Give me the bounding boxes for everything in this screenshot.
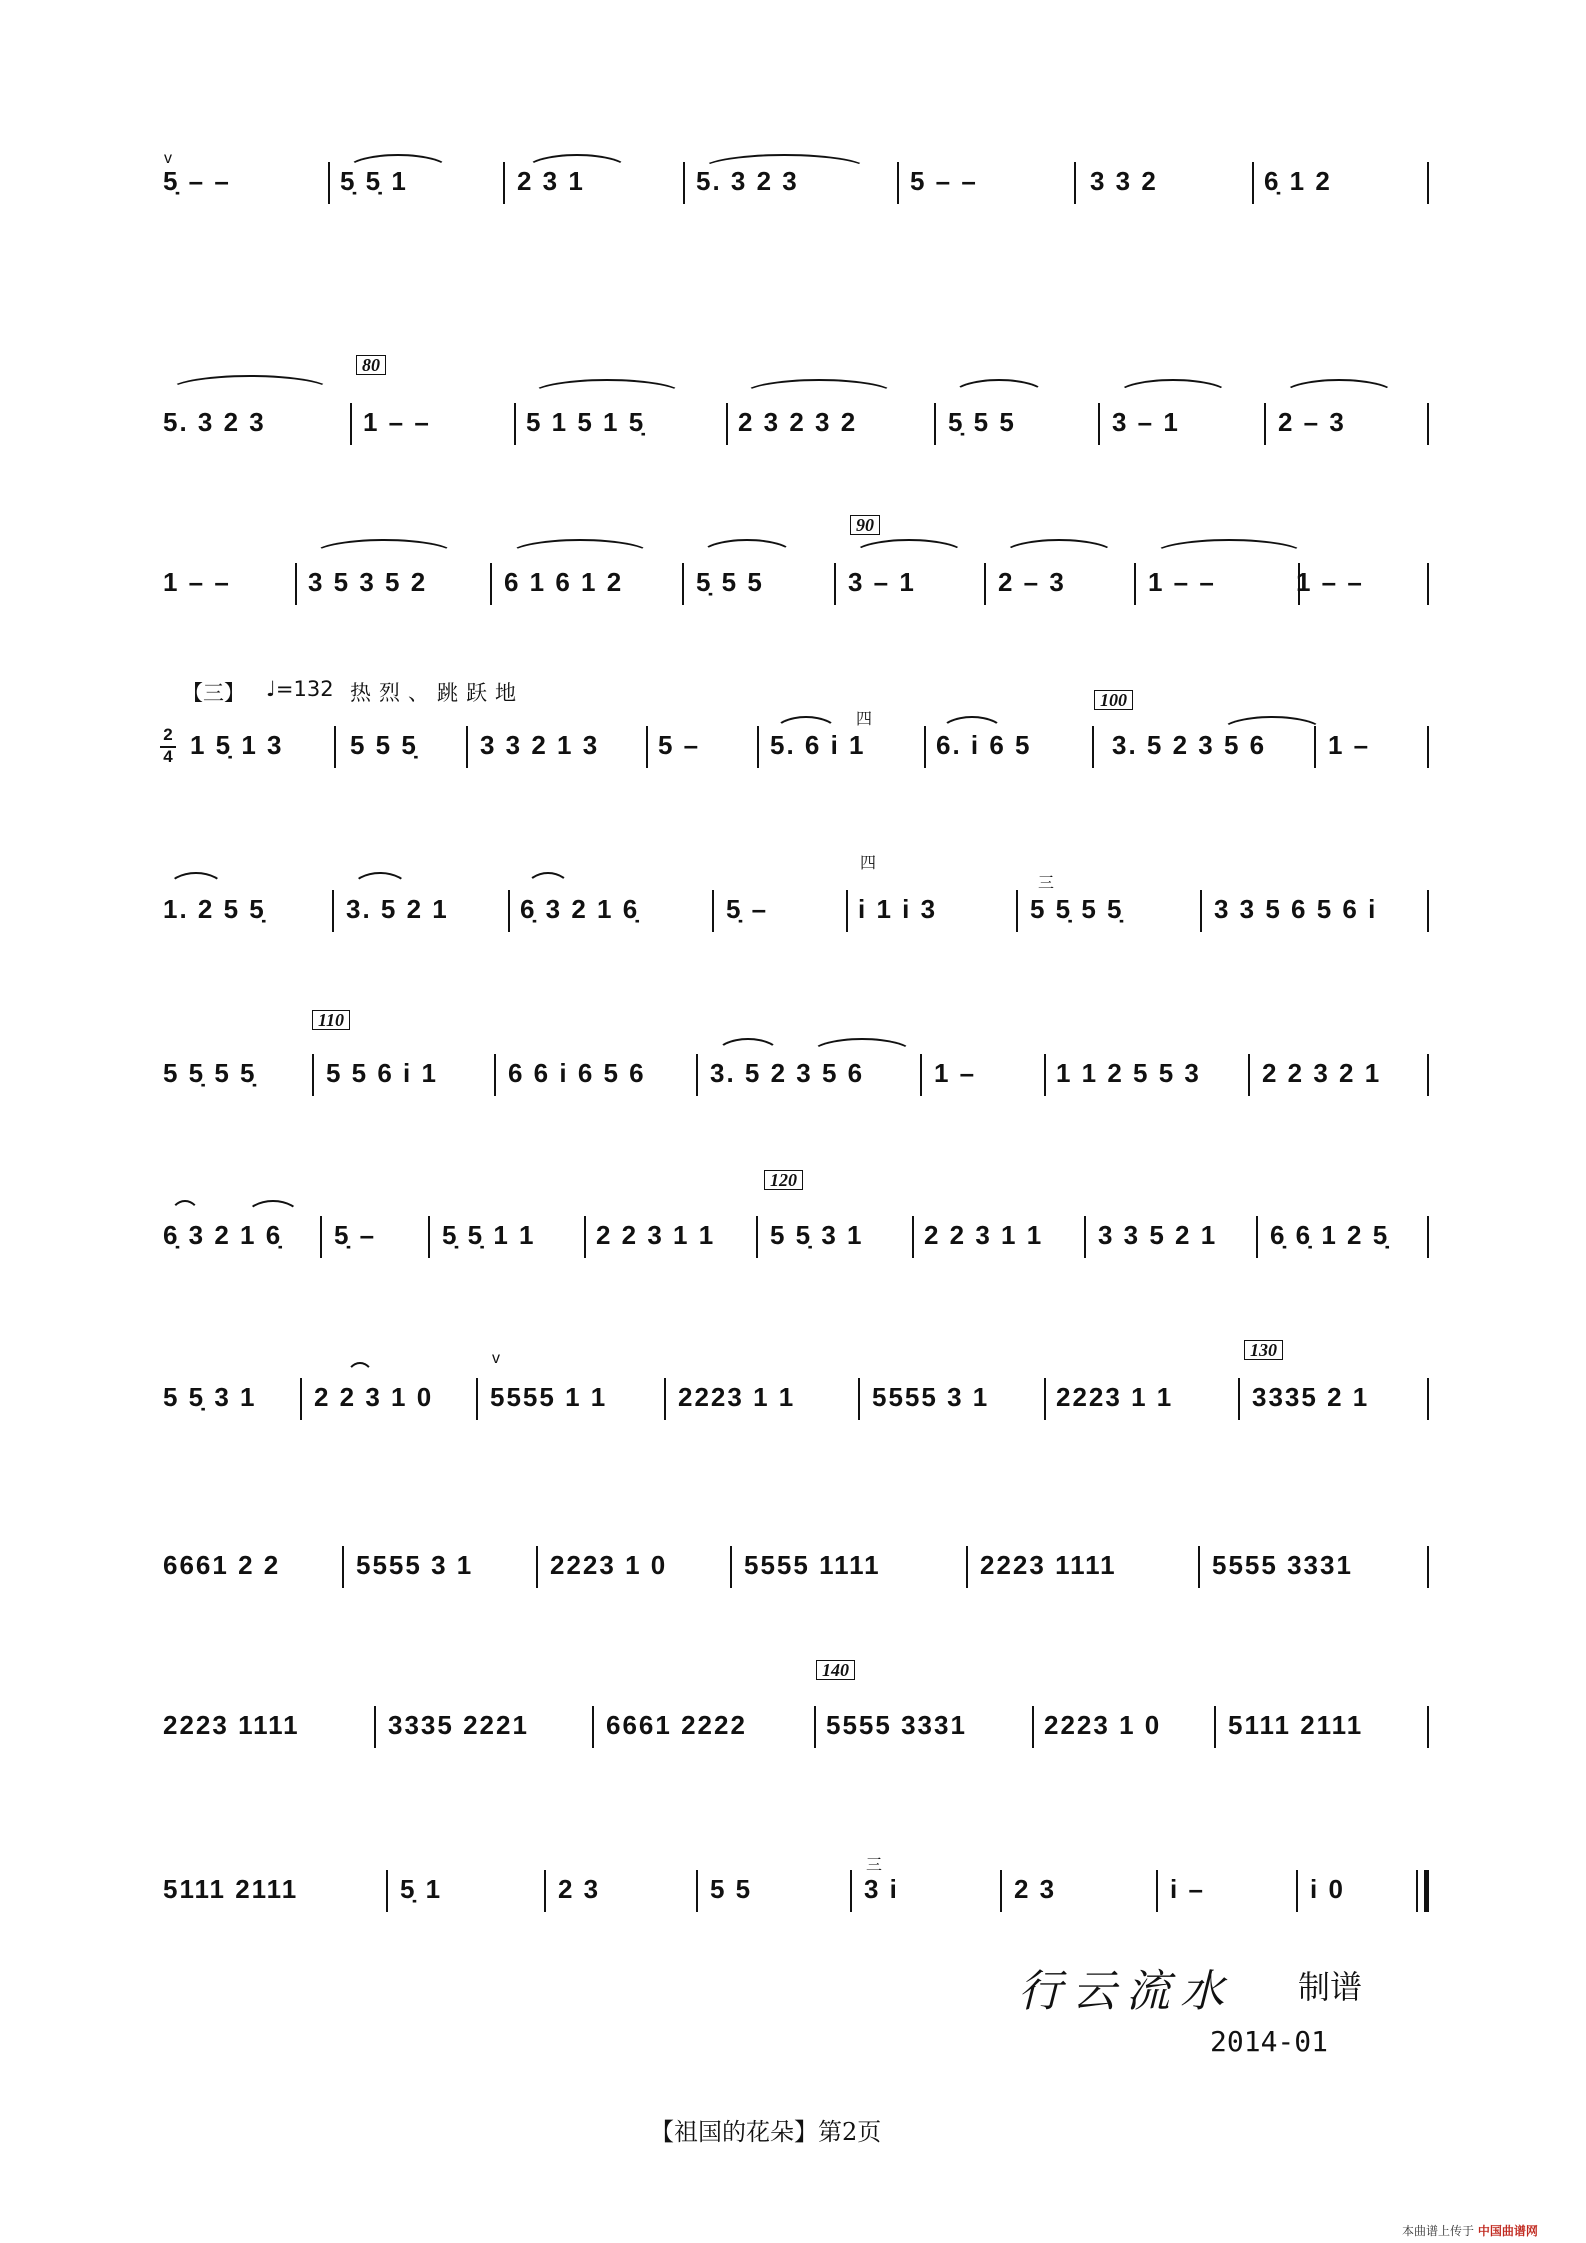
slur — [1152, 539, 1306, 555]
slur — [1116, 379, 1230, 395]
barline — [1238, 1378, 1240, 1420]
finger-mark: 四 — [860, 855, 877, 872]
measure: 3 3 2 — [1090, 166, 1158, 196]
slur — [852, 539, 966, 555]
barline — [1016, 890, 1018, 932]
measure: 5555 3 1 — [356, 1550, 474, 1580]
measure: 5̣ 5̣ 1 — [340, 166, 408, 196]
barline — [332, 890, 334, 932]
slur — [168, 375, 332, 391]
measure: 2 3 — [1014, 1874, 1057, 1904]
barline — [730, 1546, 732, 1588]
measure: 1 – — [934, 1058, 977, 1088]
measure: 1 – – — [1296, 567, 1364, 597]
score-line-2 — [0, 355, 1586, 435]
barline — [1156, 1870, 1158, 1912]
score-line-1 — [0, 150, 1586, 220]
rehearsal-box: 80 — [356, 355, 386, 375]
final-barline-thin — [1416, 1870, 1418, 1912]
barline — [1252, 162, 1254, 204]
barline — [858, 1378, 860, 1420]
measure: 5. 6 i 1 — [770, 730, 866, 760]
measure: 2 2 3 2 1 — [1262, 1058, 1382, 1088]
barline — [696, 1054, 698, 1096]
slur — [526, 872, 570, 888]
barline — [584, 1216, 586, 1258]
barline — [1134, 563, 1136, 605]
measure: 2223 1 0 — [550, 1550, 668, 1580]
measure: 5555 3331 — [1212, 1550, 1353, 1580]
score-line-11 — [0, 1840, 1586, 1930]
barline — [1296, 1870, 1298, 1912]
barline — [966, 1546, 968, 1588]
measure: 6661 2222 — [606, 1710, 747, 1740]
slur — [352, 872, 408, 888]
finger-mark: 四 — [856, 711, 873, 728]
measure: 2223 1111 — [163, 1710, 300, 1740]
barline — [646, 726, 648, 768]
barline — [934, 403, 936, 445]
measure: 2 – 3 — [1278, 407, 1346, 437]
slur — [530, 379, 684, 395]
final-barline-thick — [1424, 1870, 1429, 1912]
measure: 3. 5 2 1 — [346, 894, 449, 924]
barline — [1000, 1870, 1002, 1912]
score-line-10 — [0, 1660, 1586, 1760]
section-marker: 【三】 — [182, 681, 245, 705]
measure: 1 5̣ 1 3 — [190, 730, 284, 760]
measure: 5 5 5̣ — [350, 730, 418, 760]
barline — [1264, 403, 1266, 445]
barline — [757, 726, 759, 768]
barline — [924, 726, 926, 768]
slur — [508, 539, 652, 555]
rehearsal-box: 140 — [816, 1660, 855, 1680]
barline — [1198, 1546, 1200, 1588]
barline — [1427, 726, 1429, 768]
measure: 5 5̣ 5 5̣ — [163, 1058, 257, 1088]
measure: 5̣ – – — [163, 166, 231, 196]
measure: 1 – – — [363, 407, 431, 437]
measure: 1 – – — [163, 567, 231, 597]
slur — [716, 1038, 780, 1054]
measure: 5111 2111 — [1228, 1710, 1364, 1740]
measure: 3 – 1 — [848, 567, 916, 597]
barline — [544, 1870, 546, 1912]
page-footer: 【祖国的花朵】第2页 — [650, 2118, 882, 2146]
barline — [1044, 1378, 1046, 1420]
rehearsal-box: 110 — [312, 1010, 350, 1030]
barline — [514, 403, 516, 445]
score-line-6 — [0, 1010, 1586, 1110]
measure: 5. 3 2 3 — [163, 407, 266, 437]
barline — [846, 890, 848, 932]
barline — [1032, 1706, 1034, 1748]
barline — [726, 403, 728, 445]
time-signature-top: 2 — [163, 725, 173, 744]
maker-label: 制谱 — [1298, 1968, 1363, 2006]
measure: 1. 2 5 5̣ — [163, 894, 266, 924]
measure: 5 5̣ 3 1 — [770, 1220, 864, 1250]
measure: 2223 1 1 — [1056, 1382, 1174, 1412]
measure: 1 1 2 5 5 3 — [1056, 1058, 1201, 1088]
barline — [897, 162, 899, 204]
barline — [1044, 1054, 1046, 1096]
barline — [1214, 1706, 1216, 1748]
tempo-marking: ♩=132 — [266, 677, 334, 701]
barline — [494, 1054, 496, 1096]
measure: 2 3 2 3 2 — [738, 407, 858, 437]
measure: i 0 — [1310, 1874, 1345, 1904]
slur — [700, 539, 794, 555]
barline — [320, 1216, 322, 1258]
breath-mark: v — [164, 150, 172, 167]
barline — [683, 162, 685, 204]
score-date: 2014-01 — [1210, 2025, 1329, 2058]
measure: 5 – – — [910, 166, 978, 196]
measure: 6̣ 1 2 — [1264, 166, 1332, 196]
barline — [1256, 1216, 1258, 1258]
measure: 5555 3 1 — [872, 1382, 990, 1412]
watermark — [1402, 2222, 1538, 2239]
measure: 5 5̣ 5 5̣ — [1030, 894, 1124, 924]
slur — [312, 539, 456, 555]
measure: 3 – 1 — [1112, 407, 1180, 437]
measure: 5̣ 5 5 — [696, 567, 764, 597]
rehearsal-box: 130 — [1244, 1340, 1283, 1360]
barline — [490, 563, 492, 605]
measure: 3335 2 1 — [1252, 1382, 1370, 1412]
barline — [342, 1546, 344, 1588]
measure: 2 2 3 1 0 — [314, 1382, 434, 1412]
barline — [334, 726, 336, 768]
barline — [536, 1546, 538, 1588]
measure: 5 1 5 1 5̣ — [526, 407, 646, 437]
barline — [428, 1216, 430, 1258]
rehearsal-box: 120 — [764, 1170, 803, 1190]
measure: 5 5 6 i 1 — [326, 1058, 438, 1088]
composer-signature: 行云流水 — [1018, 1966, 1234, 2017]
measure: 5̣ 1 — [400, 1874, 443, 1904]
barline — [814, 1706, 816, 1748]
rehearsal-box: 90 — [850, 515, 880, 535]
barline — [503, 162, 505, 204]
measure: 5 – — [658, 730, 701, 760]
breath-mark: v — [492, 1350, 500, 1367]
score-line-5 — [0, 850, 1586, 940]
measure: 5̣ 5 5 — [948, 407, 1016, 437]
barline — [1084, 1216, 1086, 1258]
score-line-9 — [0, 1520, 1586, 1600]
measure: 1 – – — [1148, 567, 1216, 597]
slur — [810, 1038, 914, 1054]
measure: 5555 3331 — [826, 1710, 967, 1740]
measure: 2 2 3 1 1 — [596, 1220, 716, 1250]
measure: 6̣ 6̣ 1 2 5̣ — [1270, 1220, 1390, 1250]
score-line-7 — [0, 1170, 1586, 1270]
watermark-site: 中国曲谱网 — [1477, 2224, 1538, 2238]
barline — [1427, 403, 1429, 445]
measure: 2223 1 0 — [1044, 1710, 1162, 1740]
measure: 3. 5 2 3 5 6 — [1112, 730, 1267, 760]
measure: 2 3 — [558, 1874, 601, 1904]
measure: 3 i — [864, 1874, 899, 1904]
barline — [312, 1054, 314, 1096]
measure: 2 3 1 — [517, 166, 585, 196]
measure: 5111 2111 — [163, 1874, 299, 1904]
barline — [295, 563, 297, 605]
measure: 5555 1111 — [744, 1550, 881, 1580]
barline — [834, 563, 836, 605]
slur — [168, 872, 224, 888]
measure: 3 3 5 2 1 — [1098, 1220, 1218, 1250]
barline — [1314, 726, 1316, 768]
slur — [246, 1200, 300, 1216]
score-line-8 — [0, 1340, 1586, 1440]
barline — [920, 1054, 922, 1096]
barline — [1427, 162, 1429, 204]
finger-mark: 三 — [866, 1857, 883, 1874]
measure: 5̣ – — [726, 894, 769, 924]
barline — [508, 890, 510, 932]
barline — [386, 1870, 388, 1912]
measure: 3335 2221 — [388, 1710, 529, 1740]
watermark-prefix: 本曲谱上传于 — [1402, 2224, 1475, 2238]
measure: 2 2 3 1 1 — [924, 1220, 1044, 1250]
measure: 2 – 3 — [998, 567, 1066, 597]
barline — [1200, 890, 1202, 932]
measure: 5̣ – — [334, 1220, 377, 1250]
barline — [1074, 162, 1076, 204]
measure: i – — [1170, 1874, 1205, 1904]
barline — [712, 890, 714, 932]
measure: 6 6 i 6 5 6 — [508, 1058, 646, 1088]
measure: i 1 i 3 — [858, 894, 938, 924]
measure: 3. 5 2 3 5 6 — [710, 1058, 865, 1088]
score-line-4 — [0, 690, 1586, 780]
barline — [1427, 1054, 1429, 1096]
measure: 6661 2 2 — [163, 1550, 281, 1580]
measure: 6 1 6 1 2 — [504, 567, 624, 597]
barline — [1092, 726, 1094, 768]
slur — [1282, 379, 1396, 395]
barline — [476, 1378, 478, 1420]
measure: 3 3 5 6 5 6 i — [1214, 894, 1378, 924]
barline — [1427, 890, 1429, 932]
measure: 3 3 2 1 3 — [480, 730, 600, 760]
barline — [1427, 1546, 1429, 1588]
slur — [170, 1200, 200, 1216]
measure: 3 5 3 5 2 — [308, 567, 428, 597]
barline — [1427, 563, 1429, 605]
expression-marking: 热烈、跳跃地 — [350, 681, 524, 705]
measure: 6̣ 3 2 1 6̣ — [520, 894, 640, 924]
time-signature-bottom: 4 — [160, 746, 176, 765]
barline — [682, 563, 684, 605]
barline — [850, 1870, 852, 1912]
rehearsal-box: 100 — [1094, 690, 1133, 710]
measure: 1 – — [1328, 730, 1371, 760]
barline — [1427, 1378, 1429, 1420]
barline — [756, 1216, 758, 1258]
slur — [742, 379, 896, 395]
barline — [1427, 1706, 1429, 1748]
measure: 5 5̣ 3 1 — [163, 1382, 257, 1412]
barline — [984, 563, 986, 605]
measure: 6. i 6 5 — [936, 730, 1032, 760]
barline — [1248, 1054, 1250, 1096]
barline — [1098, 403, 1100, 445]
finger-mark: 三 — [1038, 875, 1055, 892]
barline — [300, 1378, 302, 1420]
barline — [1427, 1216, 1429, 1258]
barline — [696, 1870, 698, 1912]
barline — [374, 1706, 376, 1748]
slur — [1002, 539, 1116, 555]
barline — [664, 1378, 666, 1420]
measure: 5555 1 1 — [490, 1382, 608, 1412]
measure: 5 5 — [710, 1874, 753, 1904]
barline — [912, 1216, 914, 1258]
measure: 5̣ 5̣ 1 1 — [442, 1220, 536, 1250]
measure: 2223 1111 — [980, 1550, 1117, 1580]
barline — [328, 162, 330, 204]
measure: 6̣ 3 2 1 6̣ — [163, 1220, 283, 1250]
slur — [952, 379, 1046, 395]
measure: 5. 3 2 3 — [696, 166, 799, 196]
slur — [346, 1362, 374, 1378]
barline — [592, 1706, 594, 1748]
score-line-3 — [0, 515, 1586, 595]
measure: 2223 1 1 — [678, 1382, 796, 1412]
barline — [466, 726, 468, 768]
barline — [350, 403, 352, 445]
